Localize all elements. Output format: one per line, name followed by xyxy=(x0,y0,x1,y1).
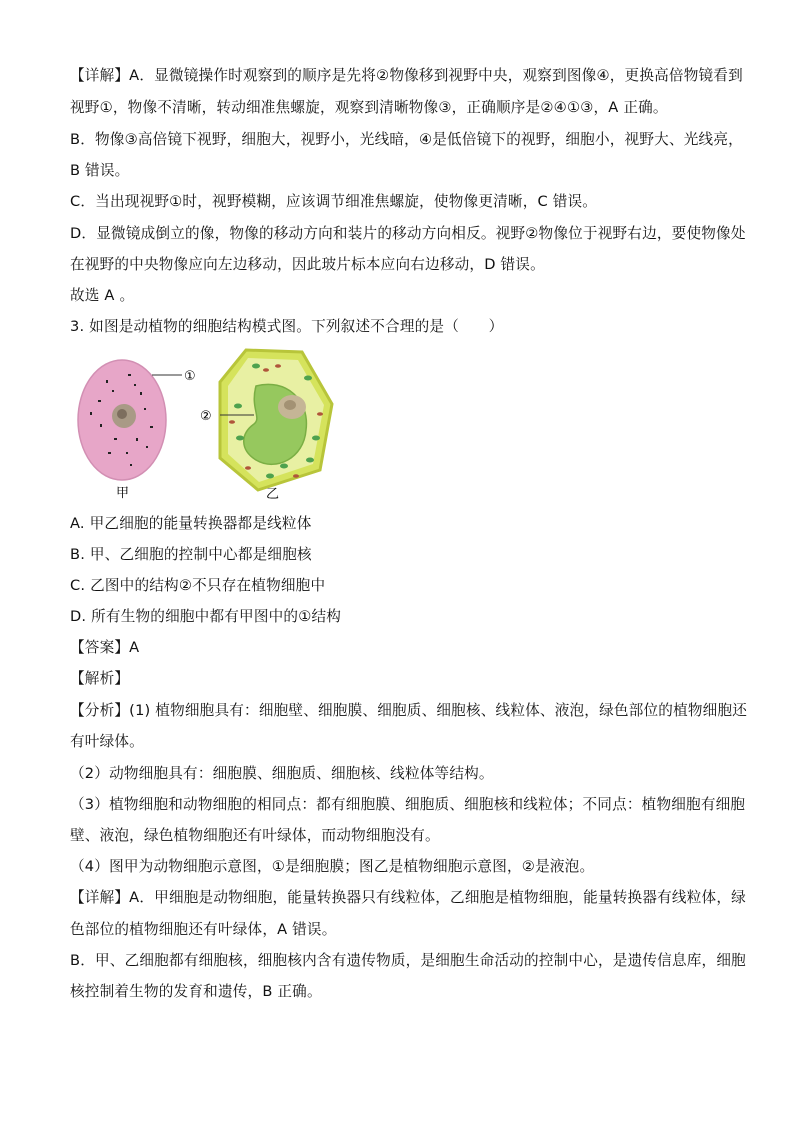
detail-line: B．甲、乙细胞都有细胞核，细胞核内含有遗传物质，是细胞生命活动的控制中心，是遗传信息库，细胞 xyxy=(70,952,746,969)
figure-caption-right: 乙 xyxy=(266,487,280,502)
text-line: B 错误。 xyxy=(70,162,130,179)
text-line: D．显微镜成倒立的像，物像的移动方向和装片的移动方向相反。视野②物像位于视野右边，要使物像处 xyxy=(70,225,746,242)
option-b: B. 甲、乙细胞的控制中心都是细胞核 xyxy=(70,546,312,563)
detail-line: 【详解】A．甲细胞是动物细胞，能量转换器只有线粒体，乙细胞是植物细胞，能量转换器有线粒体，绿 xyxy=(70,889,746,906)
option-d: D. 所有生物的细胞中都有甲图中的①结构 xyxy=(70,608,342,625)
answer: 【答案】A xyxy=(70,639,140,656)
analysis-line: （3）植物细胞和动物细胞的相同点：都有细胞膜、细胞质、细胞核和线粒体；不同点：植物细胞有细胞 xyxy=(70,796,746,813)
text-line: 故选 A 。 xyxy=(70,287,135,304)
option-a: A. 甲乙细胞的能量转换器都是线粒体 xyxy=(70,515,312,532)
analysis-line: 【分析】(1) 植物细胞具有：细胞壁、细胞膜、细胞质、细胞核、线粒体、液泡，绿色部位的植物细胞还 xyxy=(70,702,748,719)
figure-label-2: ② xyxy=(200,409,212,424)
detail-line: 核控制着生物的发育和遗传，B 正确。 xyxy=(70,983,322,1000)
analysis-line: （4）图甲为动物细胞示意图，①是细胞膜；图乙是植物细胞示意图，②是液泡。 xyxy=(70,858,595,875)
option-c: C. 乙图中的结构②不只存在植物细胞中 xyxy=(70,577,326,594)
analysis-line: （2）动物细胞具有：细胞膜、细胞质、细胞核、线粒体等结构。 xyxy=(70,765,494,782)
text-line: 【详解】A．显微镜操作时观察到的顺序是先将②物像移到视野中央，观察到图像④，更换高倍物镜看到 xyxy=(70,67,743,84)
question-stem: 3. 如图是动植物的细胞结构模式图。下列叙述不合理的是（ ） xyxy=(70,318,504,335)
text-line: C．当出现视野①时，视野模糊，应该调节细准焦螺旋，使物像更清晰，C 错误。 xyxy=(70,193,598,210)
analysis-line: 有叶绿体。 xyxy=(70,733,144,750)
cell-figure xyxy=(70,342,340,502)
text-line: 视野①，物像不清晰，转动细准焦螺旋，观察到清晰物像③，正确顺序是②④①③，A 正确。 xyxy=(70,99,668,116)
text-line: 在视野的中央物像应向左边移动，因此玻片标本应向右边移动，D 错误。 xyxy=(70,256,545,273)
analysis-line: 壁、液泡，绿色植物细胞还有叶绿体，而动物细胞没有。 xyxy=(70,827,440,844)
figure-label-1: ① xyxy=(184,369,196,384)
text-line: B．物像③高倍镜下视野，细胞大，视野小，光线暗，④是低倍镜下的视野，细胞小，视野大、光线亮， xyxy=(70,131,743,148)
figure-caption-left: 甲 xyxy=(116,486,130,501)
detail-line: 色部位的植物细胞还有叶绿体，A 错误。 xyxy=(70,921,337,938)
plant-cell-nucleolus xyxy=(284,400,296,410)
cell-diagram xyxy=(70,342,340,502)
animal-cell-nucleolus xyxy=(117,409,127,419)
jiexi-heading: 【解析】 xyxy=(70,670,130,687)
